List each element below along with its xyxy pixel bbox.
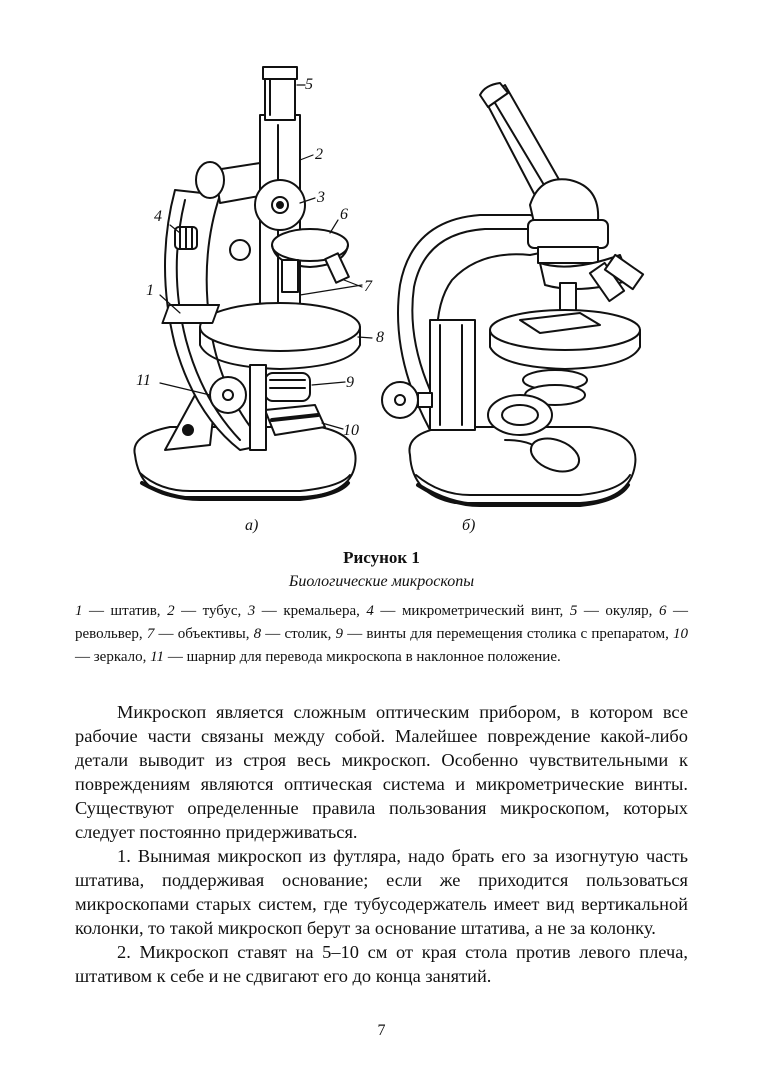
paragraph-intro: Микроскоп является сложным оптическим прибором, в котором все рабочие части связаны между собой. Малейшее повреждение какой-либо детали выводит из строя весь микроскоп. Особенно чувствительными к повреждениям являются оптическая система и микрометрические винты. Существуют определенные правила пользования микроскопом, которых следует постоянно придерживаться.: [75, 702, 688, 842]
callout-6: 6: [340, 206, 348, 223]
legend-text-5: — окуляр,: [577, 603, 659, 619]
callout-1: 1: [146, 282, 154, 299]
callout-10: 10: [343, 422, 359, 439]
callout-3: 3: [317, 189, 325, 206]
legend-text-8: — столик,: [261, 626, 336, 642]
legend-num-7: 7: [146, 626, 155, 642]
microscopes-illustration: [100, 55, 660, 540]
legend-text-3: — кремальера,: [255, 603, 367, 619]
paragraph-rule-1: 1. Вынимая микроскоп из футляра, надо брать его за изогнутую часть штатива, поддерживая основание; если же приходится пользоваться микроскопами старых систем, где тубусодержатель имеет вид вертикальной колонки, то такой микроскоп берут за основание штатива, а не за колонку.: [75, 846, 688, 938]
legend-text-2: — тубус,: [174, 603, 248, 619]
callout-4: 4: [154, 208, 162, 225]
legend-text-6: — револьвер,: [75, 603, 688, 642]
legend-num-1: 1: [75, 603, 83, 619]
legend-text-7: — объективы,: [154, 626, 254, 642]
callout-2: 2: [315, 146, 323, 163]
callout-7: 7: [364, 278, 372, 295]
paragraph-rule-2: 2. Микроскоп ставят на 5–10 см от края стола против левого плеча, штативом к себе и не сдвигают его до конца занятий.: [75, 942, 688, 986]
callout-8: 8: [376, 329, 384, 346]
microscope-b-drawing: [382, 83, 643, 505]
microscope-a-drawing: [134, 67, 372, 499]
callout-5: 5: [305, 76, 313, 93]
body-text: [75, 700, 688, 988]
legend-num-5: 5: [569, 603, 578, 619]
figure-subtitle: Биологические микроскопы: [288, 573, 475, 590]
callout-11: 11: [136, 372, 151, 389]
panel-a-label: а): [245, 517, 259, 534]
legend-text-4: — микрометрический винт,: [373, 603, 570, 619]
legend-num-3: 3: [247, 603, 256, 619]
figure: [100, 55, 660, 540]
legend-text-11: — шарнир для перевода микроскопа в наклонное положение.: [164, 649, 561, 665]
legend-num-2: 2: [167, 603, 175, 619]
legend-text-10: — зеркало,: [75, 649, 151, 665]
legend-num-4: 4: [366, 603, 374, 619]
legend-num-6: 6: [658, 603, 667, 619]
figure-legend: [75, 600, 688, 669]
legend-text-1: — штатив,: [82, 603, 168, 619]
callout-9: 9: [346, 374, 354, 391]
page-number: 7: [377, 1022, 386, 1039]
legend-text-9: — винты для перемещения столика с препаратом,: [343, 626, 673, 642]
legend-num-8: 8: [253, 626, 262, 642]
legend-num-10: 10: [673, 626, 688, 642]
figure-title: Рисунок 1: [343, 548, 420, 567]
panel-b-label: б): [462, 517, 476, 534]
legend-num-11: 11: [150, 649, 165, 665]
legend-num-9: 9: [335, 626, 344, 642]
